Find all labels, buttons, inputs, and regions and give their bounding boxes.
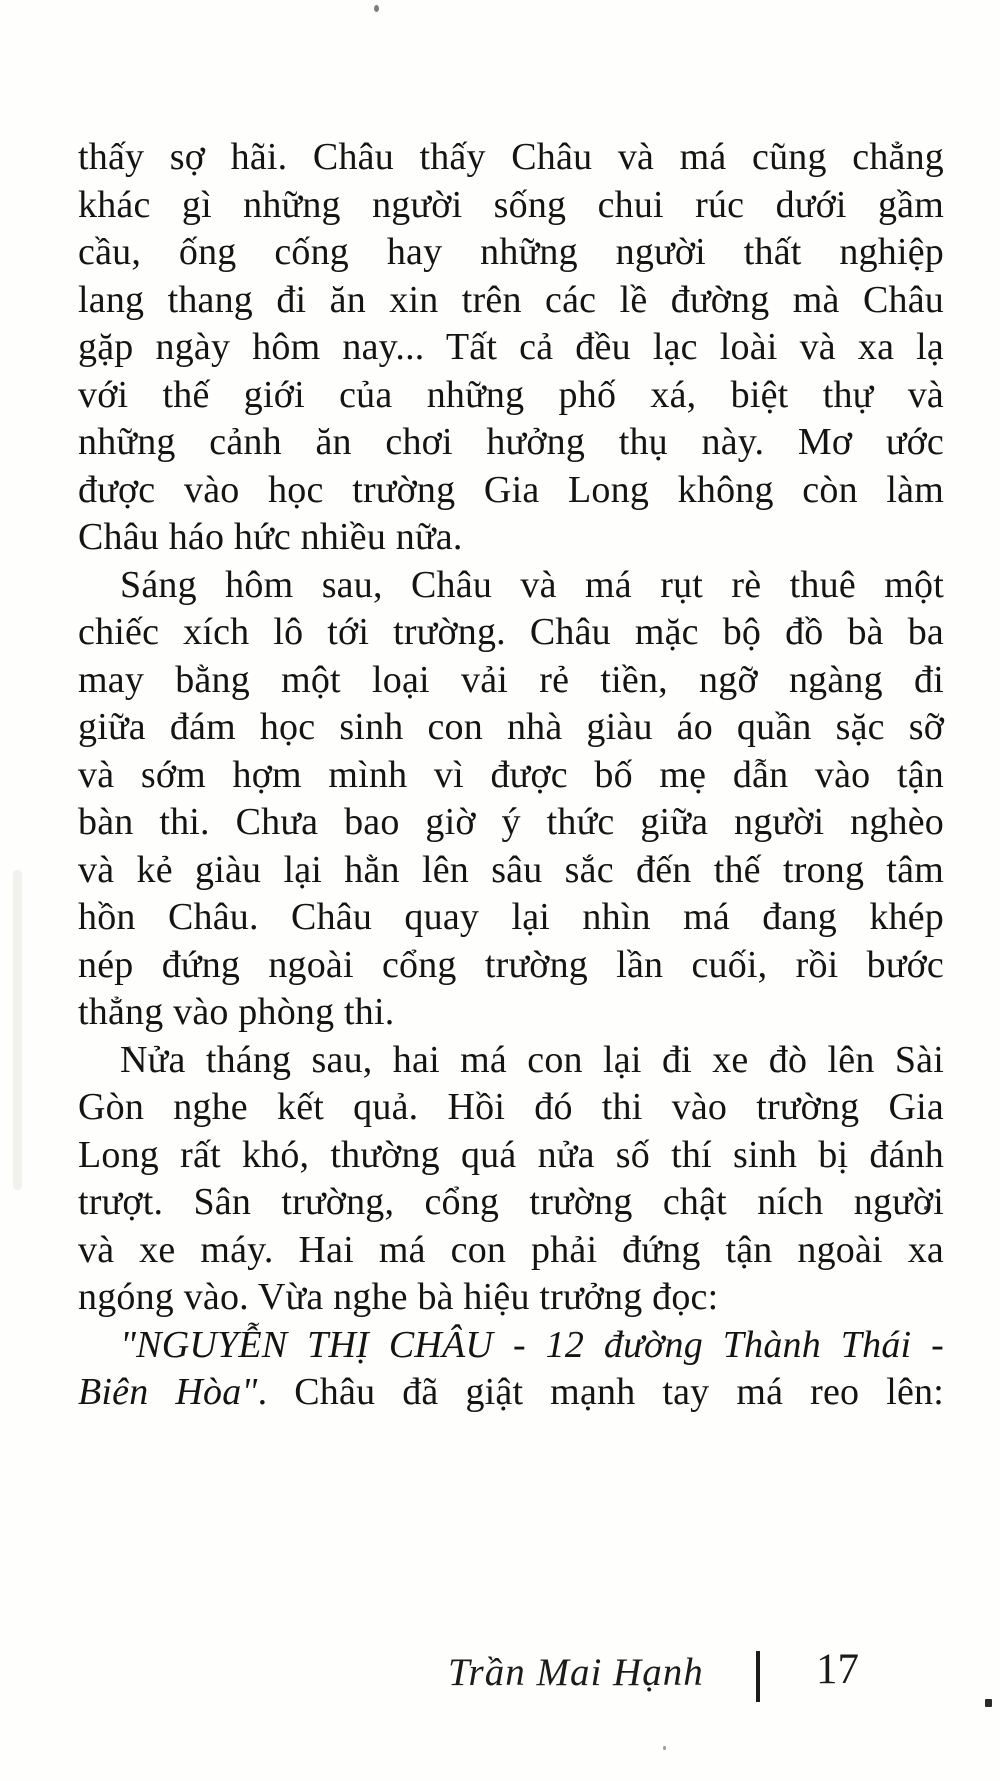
scan-artifact-speck (663, 1746, 666, 1750)
text-line: ngóng vào. Vừa nghe bà hiệu trưởng đọc: (78, 1276, 719, 1318)
text-line: bàn thi. Chưa bao giờ ý thức giữa người nghèo (78, 801, 944, 843)
text-line: Gòn nghe kết quả. Hồi đó thi vào trường Gia (78, 1086, 944, 1128)
text-line: được vào học trường Gia Long không còn làm (78, 468, 944, 511)
text-line-quote (78, 1369, 944, 1417)
text-line: gặp ngày hôm nay... Tất cả đều lạc loài và xa lạ (78, 326, 944, 368)
text-line: thấy sợ hãi. Châu thấy Châu và má cũng chẳng (78, 136, 944, 178)
footer-author: Trần Mai Hạnh (448, 1651, 704, 1694)
text-block (78, 134, 944, 1417)
text-line: khác gì những người sống chui rúc dưới gầm (78, 183, 944, 226)
scan-artifact-speck (985, 1699, 992, 1707)
text-line: Nửa tháng sau, hai má con lại đi xe đò lên Sài (120, 1038, 944, 1081)
footer-separator-rule (756, 1651, 760, 1702)
text-line: may bằng một loại vải rẻ tiền, ngỡ ngàng đi (78, 658, 944, 701)
page-number: 17 (816, 1646, 859, 1693)
text-line: lang thang đi ăn xin trên các lề đường mà Châu (78, 278, 944, 321)
text-line: Sáng hôm sau, Châu và má rụt rè thuê một (120, 563, 944, 606)
text-line: những cảnh ăn chơi hưởng thụ này. Mơ ước (78, 421, 944, 463)
text-line: và xe máy. Hai má con phải đứng tận ngoài xa (78, 1228, 944, 1271)
text-line: với thế giới của những phố xá, biệt thự và (78, 373, 944, 416)
text-line-quote: "NGUYỄN THỊ CHÂU - 12 đường Thành Thái - (120, 1323, 944, 1366)
scan-edge-shade (13, 870, 22, 1190)
text-line: cầu, ống cống hay những người thất nghiệp (78, 231, 944, 273)
text-line: Châu háo hức nhiều nữa. (78, 516, 463, 558)
text-line: nép đứng ngoài cổng trường lần cuối, rồi bước (78, 943, 944, 986)
text-line: giữa đám học sinh con nhà giàu áo quần sặc sỡ (78, 706, 944, 748)
text-line: Long rất khó, thường quá nửa số thí sinh bị đánh (78, 1133, 944, 1176)
text-line: hồn Châu. Châu quay lại nhìn má đang khép (78, 896, 944, 938)
text-line: và sớm hợm mình vì được bố mẹ dẫn vào tận (78, 753, 944, 796)
text-line: trượt. Sân trường, cổng trường chật ních người (78, 1181, 944, 1223)
text-line: và kẻ giàu lại hằn lên sâu sắc đến thế trong tâm (78, 848, 944, 891)
text-line: chiếc xích lô tới trường. Châu mặc bộ đồ bà ba (78, 611, 944, 653)
quote-regular-segment: . Châu đã giật mạnh tay má reo lên: (257, 1371, 944, 1413)
text-line: thẳng vào phòng thi. (78, 991, 395, 1033)
quote-italic-segment: Biên Hòa" (78, 1371, 258, 1413)
scan-artifact-speck (374, 5, 379, 12)
